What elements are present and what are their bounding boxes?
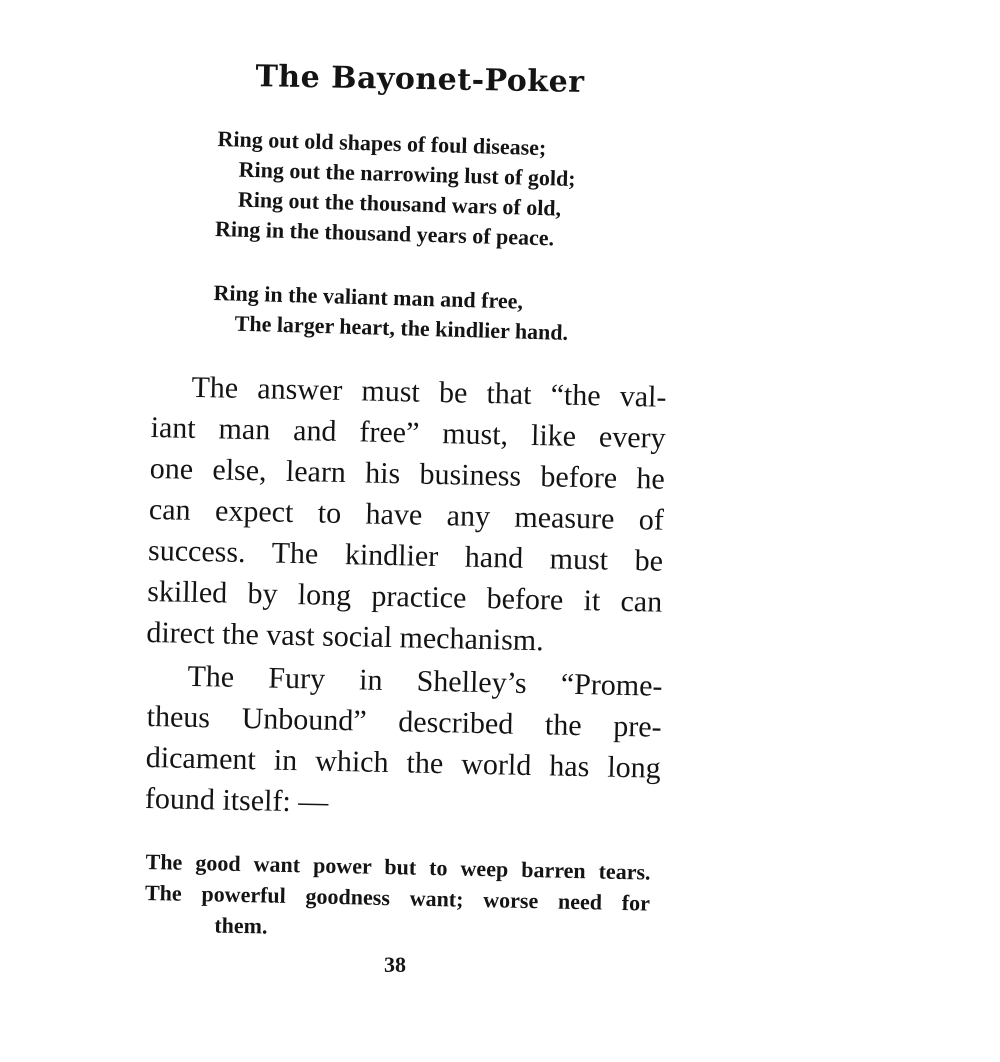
running-head: The Bayonet-Poker (255, 59, 585, 100)
verse-line: The larger heart, the kindlier hand. (234, 310, 569, 345)
paragraph-line: theus Unbound” described the pre- (146, 699, 662, 744)
paragraph-line: skilled by long practice before it can (146, 574, 663, 619)
verse-quotation (144, 846, 651, 950)
paragraph-1 (146, 366, 667, 664)
paragraph-line: dicament in which the world has long (145, 740, 662, 785)
paragraph-line: The answer must be that “the val- (191, 370, 667, 414)
verse-line: Ring in the thousand years of peace. (214, 215, 555, 251)
paragraph-line: direct the vast social mechanism. (146, 615, 545, 658)
verse-line: Ring out the thousand wars of old, (237, 186, 562, 221)
paragraph-line: one else, learn his business before he (149, 451, 666, 496)
paragraph-line: iant man and free” must, like every (150, 410, 666, 455)
verse-stanza-1 (215, 124, 577, 254)
paragraph-2 (145, 655, 663, 830)
page-number: 38 (384, 952, 406, 977)
verse-line: The good want power but to weep barren tears. (145, 848, 651, 885)
verse-stanza-2 (212, 278, 569, 348)
verse-line: The powerful goodness want; worse need for (144, 879, 651, 916)
paragraph-line: can expect to have any measure of (148, 492, 665, 537)
paragraph-line: success. The kindlier hand must be (147, 533, 664, 578)
paragraph-line: found itself: — (144, 781, 329, 819)
verse-line: Ring in the valiant man and free, (213, 279, 524, 314)
verse-line: them. (214, 912, 268, 939)
verse-line: Ring out old shapes of foul disease; (217, 125, 547, 161)
paragraph-line: The Fury in Shelley’s “Prome- (187, 659, 663, 703)
verse-line: Ring out the narrowing lust of gold; (238, 156, 576, 192)
